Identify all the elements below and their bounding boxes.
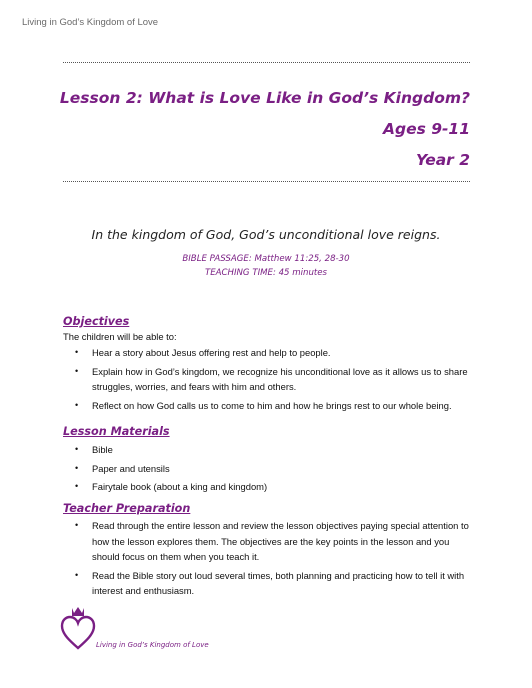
materials-heading: Lesson Materials [63, 425, 170, 438]
lesson-title: Lesson 2: What is Love Like in God’s Kingdom? [59, 89, 470, 107]
bullet-icon: • [75, 347, 79, 357]
objectives-intro: The children will be able to: [63, 331, 177, 342]
bible-passage: BIBLE PASSAGE: Matthew 11:25, 28-30 [182, 254, 350, 264]
preparation-list [63, 518, 473, 602]
top-divider [63, 62, 470, 63]
bullet-icon: • [75, 462, 79, 473]
material-text: Fairytale book (about a king and kingdom) [92, 481, 268, 492]
materials-list [63, 442, 473, 498]
preparation-text: Read the Bible story out loud several times, both planning and practicing how to tell it with interest and enthusiasm. [92, 569, 465, 596]
preparation-heading: Teacher Preparation [63, 502, 191, 515]
bullet-icon: • [75, 520, 79, 530]
list-item [63, 364, 473, 395]
list-item [63, 345, 473, 361]
bullet-icon: • [75, 481, 79, 491]
material-text: Bible [92, 444, 113, 455]
material-text: Paper and utensils [92, 462, 170, 474]
list-item [63, 442, 473, 458]
list-item [63, 461, 473, 477]
running-header: Living in God’s Kingdom of Love [22, 17, 159, 28]
bottom-divider [63, 181, 470, 182]
preparation-text: Read through the entire lesson and review the lesson objectives paying special attention to how the lesson explores them. The objectives are the key points in the lesson and you should focus on them when you teach it. [92, 520, 469, 562]
list-item [63, 518, 473, 565]
teaching-time: TEACHING TIME: 45 minutes [204, 268, 328, 278]
list-item [63, 568, 473, 599]
bullet-icon: • [75, 444, 79, 454]
list-item [63, 479, 473, 495]
crown-heart-logo-icon [60, 604, 96, 652]
key-statement: In the kingdom of God, God’s unconditional love reigns. [91, 227, 441, 242]
bullet-icon: • [75, 365, 79, 376]
list-item [63, 398, 473, 414]
objective-text: Explain how in God’s kingdom, we recognize his unconditional love as it allows us to share struggles, worries, and fears with him and others. [92, 365, 468, 392]
objective-text: Reflect on how God calls us to come to him and how he brings rest to our whole being. [92, 399, 452, 411]
bullet-icon: • [75, 569, 79, 580]
objectives-list [63, 345, 473, 416]
footer-text: Living in God’s Kingdom of Love [96, 641, 209, 649]
objective-text: Hear a story about Jesus offering rest and help to people. [92, 347, 331, 358]
lesson-ages: Ages 9-11 [382, 120, 470, 138]
bullet-icon: • [75, 399, 79, 410]
objectives-heading: Objectives [63, 315, 130, 328]
lesson-year: Year 2 [415, 151, 470, 169]
